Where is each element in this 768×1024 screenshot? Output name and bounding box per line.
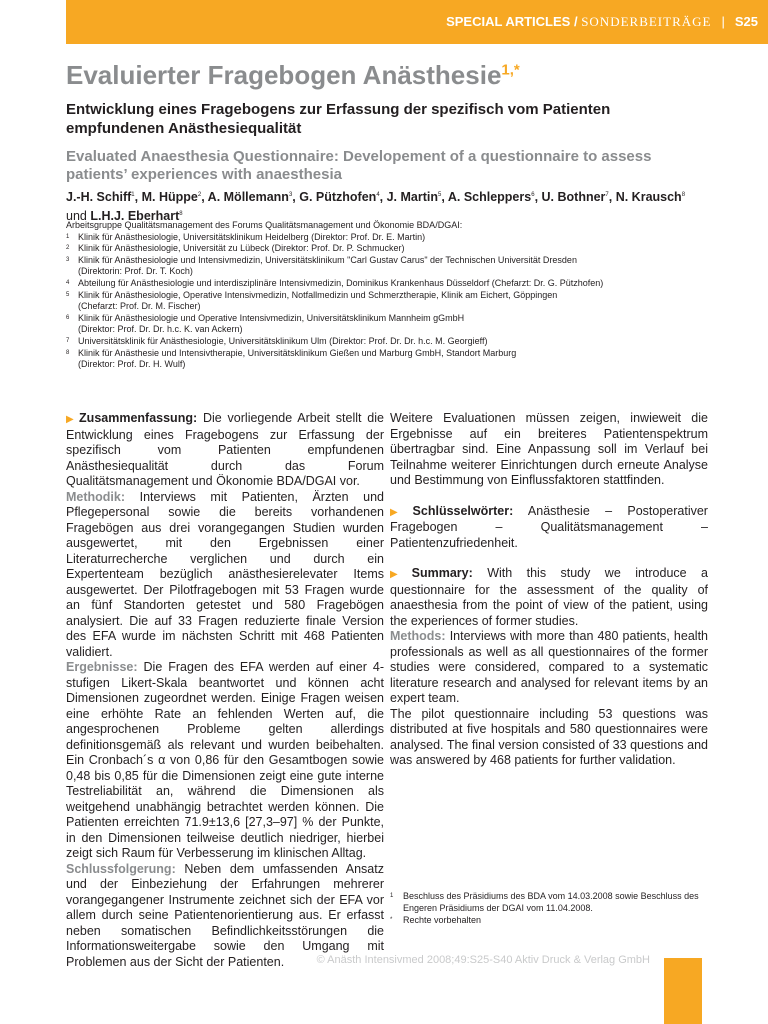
affiliation-item: 1 Klinik für Anästhesiologie, Universitätsklinikum Heidelberg (Direktor: Prof. Dr. E. Martin)	[66, 231, 426, 242]
article-subtitle: Entwicklung eines Fragebogens zur Erfassung der spezifisch vom Patienten empfundenen Anästhesiequalität	[66, 101, 611, 137]
arrow-icon: ▶	[390, 506, 410, 518]
author: J. Martin$^5$	[386, 190, 442, 205]
page-number: S25	[734, 14, 758, 29]
affiliation-item: 4 Abteilung für Anästhesiologie und interdisziplinäre Intensivmedizin, Dominikus Krankenhaus Düsseldorf (Chefarzt: Dr. G. Pützhofen)	[66, 277, 604, 288]
outlook-paragraph: Weitere Evaluationen müssen zeigen, inwieweit die Ergebnisse auf ein breiteres Patientenspektrum übertragbar sind. Eine Anpassung soll im Verlauf bei Teilnahme weiterer Einrichtungen durch erneute Analyse und Bestimmung von Einflussfaktoren stattfinden.	[390, 411, 708, 487]
author: J.-H. Schiff$^1$	[66, 190, 135, 205]
methods-paragraph: Methods: Interviews with more than 480 patients, health professionals as well as all questionnaires of the former studies were considered, compared to a systematic literature research and analysed for relevant items by an expert team.	[390, 629, 708, 705]
title-footnote-marks: 1,*	[501, 61, 520, 79]
affiliation-item: 7 Universitätsklinik für Anästhesiologie, Universitätsklinikum Ulm (Direktor: Prof. Dr. Dr. h.c. M. Georgieff)	[66, 335, 488, 346]
authors-joiner: und	[66, 209, 87, 224]
article-title	[66, 60, 520, 91]
affiliation-item: 5 Klinik für Anästhesiologie, Operative Intensivmedizin, Notfallmedizin und Schmerztherapie, Klinik am Eichert, Göppingen (Chefarzt: Prof. Dr. M. Fischer)	[66, 289, 558, 312]
affiliations	[66, 220, 706, 371]
affiliation-group: Arbeitsgruppe Qualitätsmanagement des Forums Qualitätsmanagement und Ökonomie BDA/DGAI:	[66, 220, 463, 230]
affiliation-item: 2 Klinik für Anästhesiologie, Universität zu Lübeck (Direktor: Prof. Dr. P. Schmucker)	[66, 243, 405, 254]
abstract-right-column	[390, 411, 708, 769]
affiliation-item: 3 Klinik für Anästhesiologie und Intensivmedizin, Universitätsklinikum "Carl Gustav Carus" der Technischen Universität Dresden (Direktorin: Prof. Dr. T. Koch)	[66, 254, 577, 277]
keywords-paragraph: ▶ Schlüsselwörter: Anästhesie – Postoperativer Fragebogen – Qualitätsmanagement – Patientenzufriedenheit.	[390, 503, 708, 550]
methodik-paragraph: Methodik: Interviews mit Patienten, Ärzten und Pflegepersonal sowie die bereits vorhandenen Fragebögen aus drei vorangegangen Studien wurden ausgewertet, mit den Ergebnissen einer Literaturrecherche verglichen und durch ein Expertenteam bezüglich anästhesierelevater Items ausgewertet. Der Pilotfragebogen mit 53 Fragen wurde an fünf Standorten getestet und 580 Fragebögen analysiert. Die auf 33 Fragen reduzierte finale Version des EFA wurde im nächsten Schritt mit 468 Patienten validiert.	[66, 489, 384, 659]
author: A. Möllemann$^3$	[207, 190, 293, 205]
author: U. Bothner$^7$	[541, 190, 609, 205]
author: N. Krausch$^8$	[615, 190, 686, 205]
header-bar	[66, 0, 768, 44]
footnote: * Rechte vorbehalten	[390, 915, 482, 925]
author: G. Pützhofen$^4$	[299, 190, 380, 205]
article-title-text: Evaluierter Fragebogen Anästhesie	[66, 60, 502, 90]
author: M. Hüppe$^2$	[141, 190, 202, 205]
schluss-paragraph: Schlussfolgerung: Neben dem umfassenden Ansatz und der Einbeziehung der Erfahrungen mehrerer vorangegangener Instrumente zeichnet sich der EFA vor allem durch seine Patientenorientierung aus. Er erfasst neben somatischen Befindlichkeitsstörungen die Informationsweitergabe sowie den Umgang mit Problemen aus der Sicht der Patienten.	[66, 861, 384, 969]
section-header	[446, 14, 758, 30]
pilot-paragraph: The pilot questionnaire including 53 questions was distributed at five hospitals and 580 questionnaires were analysed. The final version consisted of 33 questions and was answered by 468 patients for further validation.	[390, 706, 708, 767]
author-list: J.-H. Schiff$^1$, M. Hüppe$^2$, A. Möllemann$^3$, G. Pützhofen$^4$, J. Martin$^5$, A. Schleppers$^6$, U. Bothner$^7$, N. Krausch$^8$ und L.H.J. Eberhart$^8$	[66, 190, 686, 224]
affiliation-item: 6 Klinik für Anästhesiologie und Operative Intensivmedizin, Universitätsklinikum Mannheim gGmbH (Direktor: Prof. Dr. Dr. h.c. K. van Ackern)	[66, 312, 465, 335]
abstract-german	[66, 411, 384, 970]
ergebnisse-paragraph: Ergebnisse: Die Fragen des EFA werden auf einer 4-stufigen Likert-Skala beantwortet und können acht Dimensionen zugeordnet werden. Einige Fragen weisen eine erhöhte Rate an fehlenden Werten auf, die angesprochenen Probleme gelten allerdings definitionsgemäß als relevant und wurden beibehalten. Ein Cronbach´s α von 0,86 für den Gesamtbogen sowie 0,48 bis 0,85 für die Dimensionen zeigt eine gute interne Testreliabilität an, während die Dimensionen als weitgehend unabhängig betrachtet werden können. Die Patienten erreichten 71.9±13,6 [27,3–97] % der Punkte, in den Dimensionen teilweise deutlich niedriger, hierbei zeigt sich Raum für Verbesserung im klinischen Alltag.	[66, 660, 384, 860]
author: A. Schleppers$^6$	[447, 190, 535, 205]
summary-paragraph: ▶ Summary: With this study we introduce a questionnaire for the assessment of the quality of anaesthesia from the point of view of the patient, using the experiences of former studies.	[390, 566, 708, 628]
copyright-line: © Anästh Intensivmed 2008;49:S25-S40 Aktiv Druck & Verlag GmbH	[316, 954, 650, 966]
author: L.H.J. Eberhart$^8$	[90, 209, 183, 224]
header-divider: |	[721, 14, 725, 29]
arrow-icon: ▶	[66, 414, 77, 425]
zusammenfassung-paragraph: ▶ Zusammenfassung: Die vorliegende Arbeit stellt die Entwicklung eines Fragebogens zur Erfassung der spezifisch vom Patienten empfundenen Anästhesiequalität durch das Forum Qualitätsmanagement und Ökonomie BDA/DGAI vor.	[66, 411, 384, 488]
footnote: 1 Beschluss des Präsidiums des BDA vom 14.03.2008 sowie Beschluss des Engeren Präsidiums der DGAI vom 11.04.2008.	[390, 891, 699, 913]
section-label-en: SPECIAL ARTICLES /	[446, 14, 578, 29]
english-title: Evaluated Anaesthesia Questionnaire: Developement of a questionnaire to assess patients’ experiences with anaesthesia	[66, 148, 652, 183]
affiliation-item: 8 Klinik für Anästhesie und Intensivtherapie, Universitätsklinikum Gießen und Marburg GmbH, Standort Marburg (Direktor: Prof. Dr. H. Wulf)	[66, 347, 517, 370]
section-label-de: SONDERBEITRÄGE	[581, 14, 712, 29]
footnotes	[390, 890, 710, 926]
arrow-icon: ▶	[390, 569, 409, 580]
footer-accent-bar	[664, 958, 702, 1024]
